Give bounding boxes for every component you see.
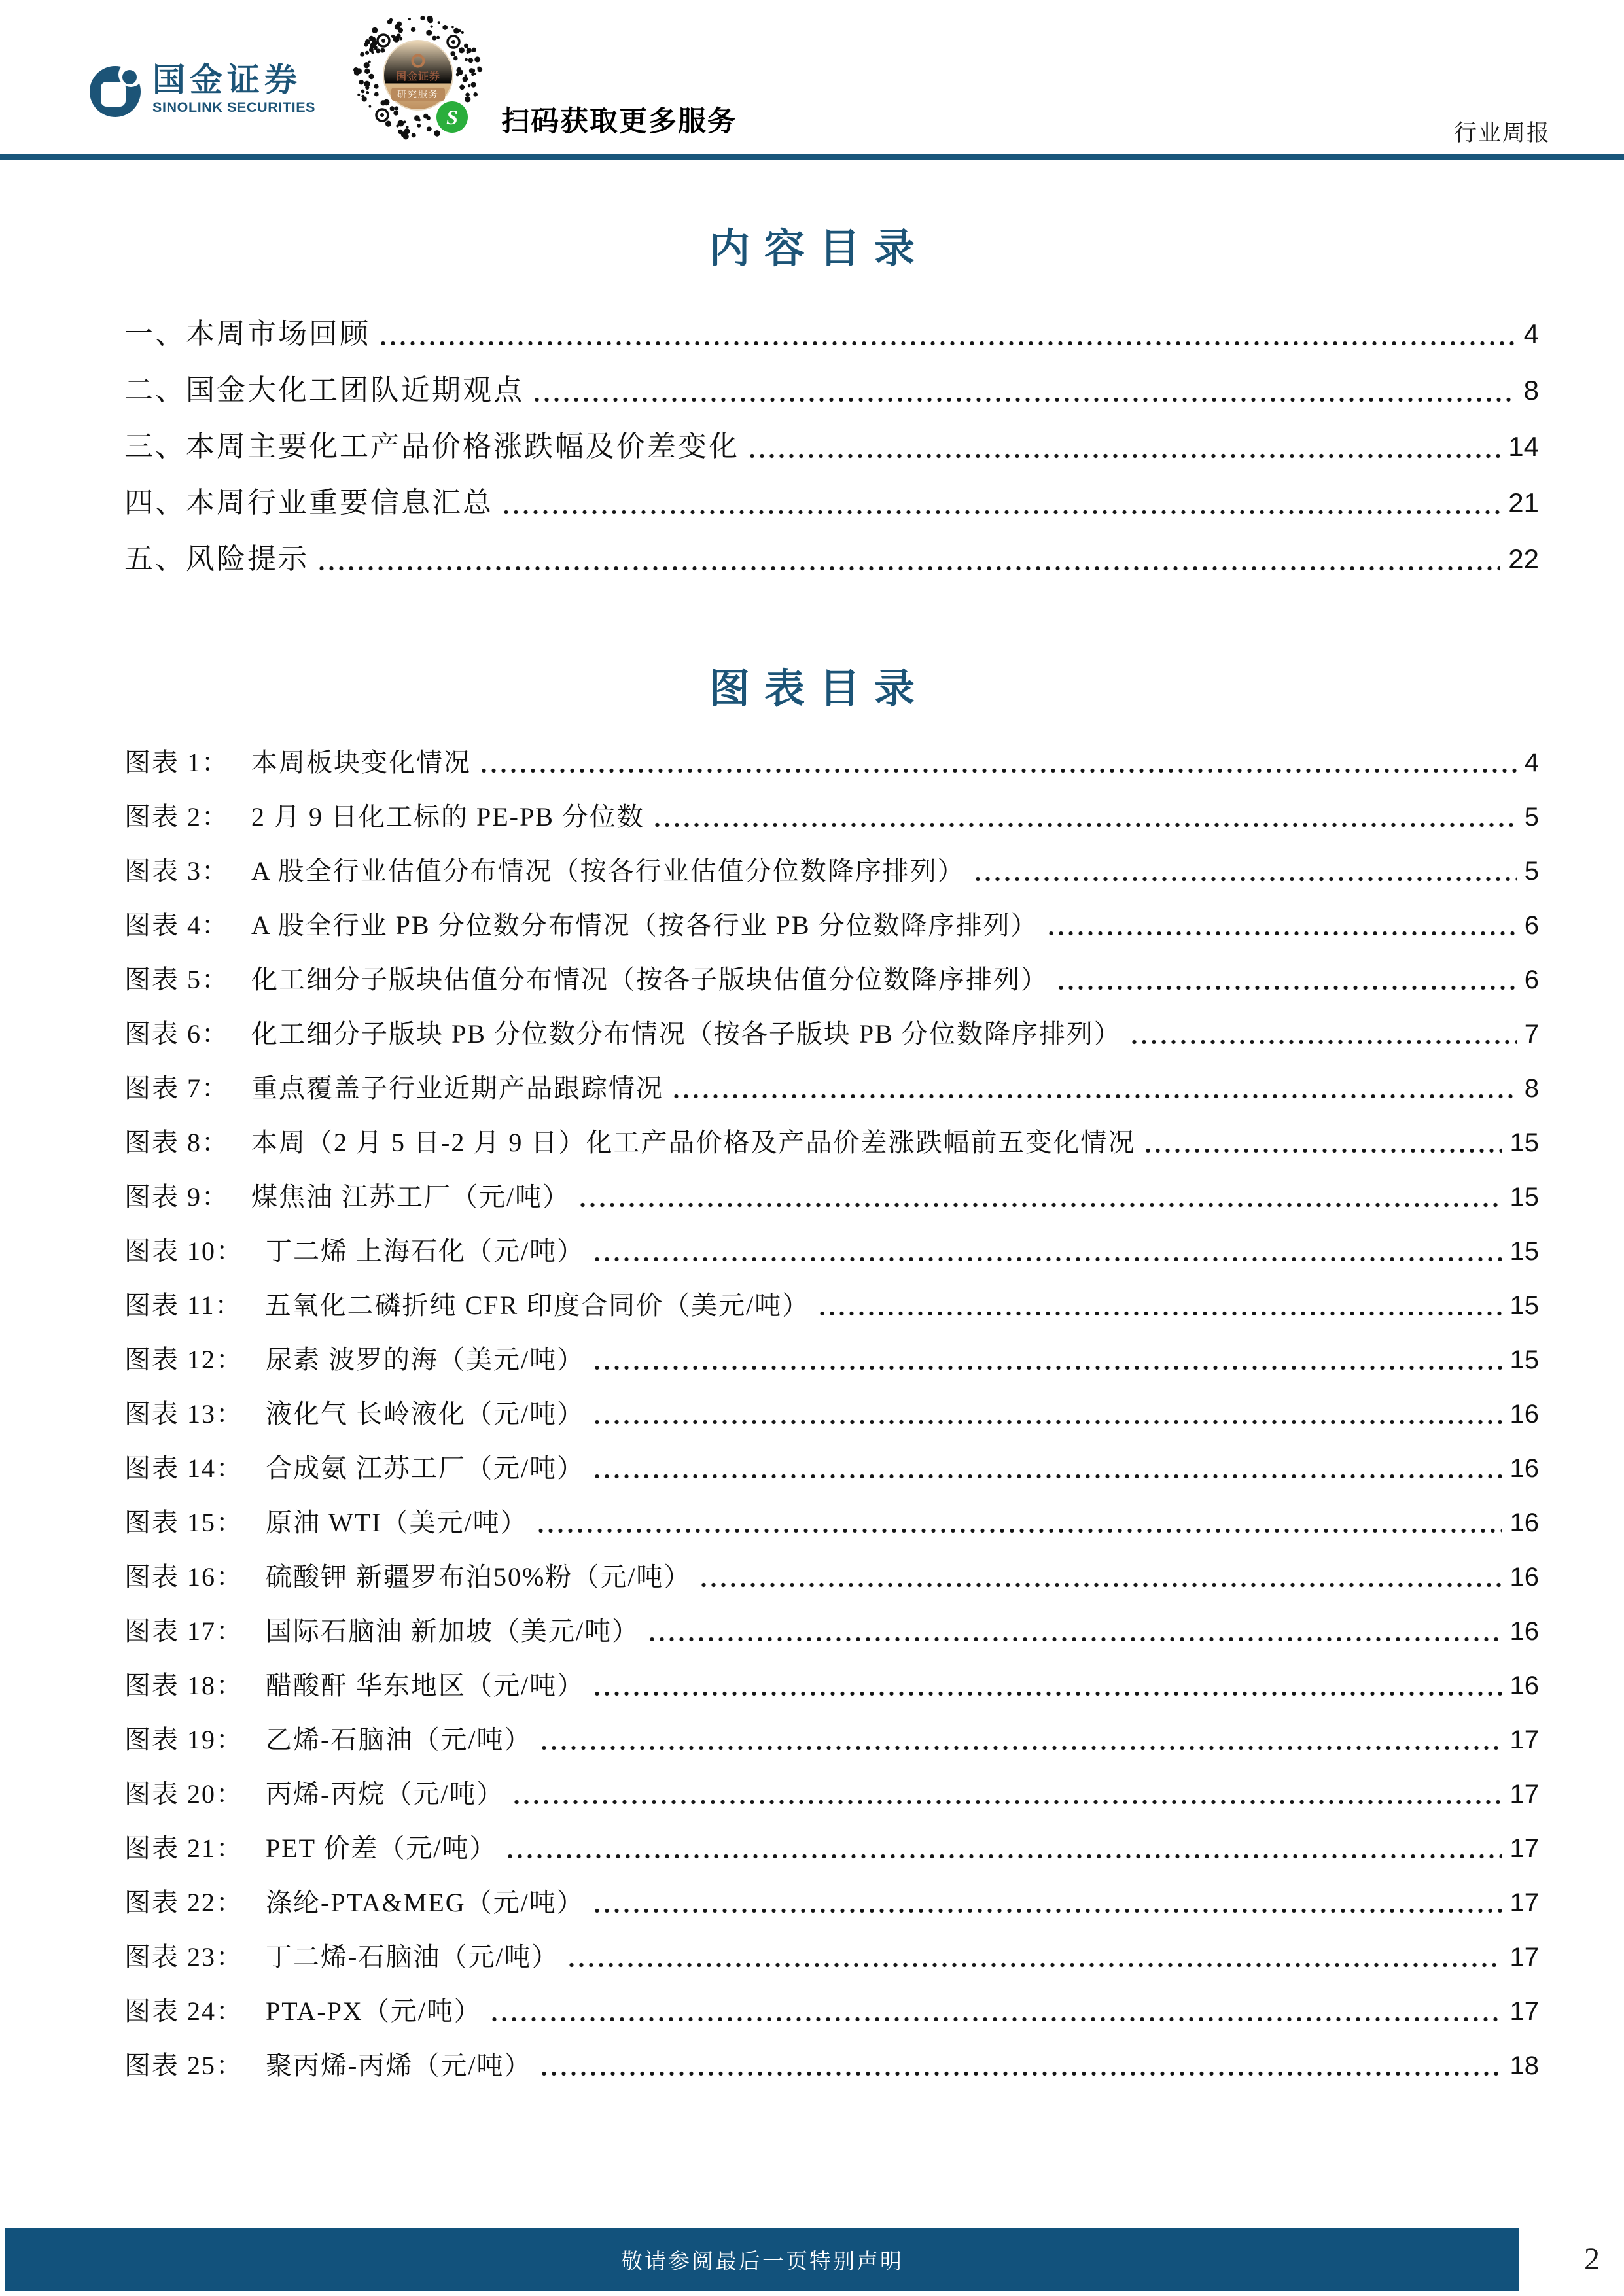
figure-entry-number[interactable]: 图表 25：: [124, 2051, 243, 2080]
figure-entry[interactable]: [124, 735, 1539, 790]
qr-medallion-brand: 国金证券: [395, 71, 441, 82]
figure-entry[interactable]: [124, 790, 1539, 844]
dot-leader: [595, 1690, 1502, 1697]
figure-entry[interactable]: [124, 1278, 1539, 1332]
dot-leader: [595, 1365, 1502, 1371]
qr-caption: 扫码获取更多服务: [501, 106, 737, 137]
figure-entry-title[interactable]: A 股全行业估值分布情况（按各行业估值分位数降序排列）: [251, 856, 965, 886]
figure-entry-number[interactable]: 图表 12：: [124, 1345, 243, 1374]
dot-leader: [542, 2070, 1502, 2077]
figure-entry-number[interactable]: 图表 3：: [124, 856, 229, 886]
figure-entry-number[interactable]: 图表 11：: [124, 1291, 243, 1320]
content-toc-list: [124, 306, 1539, 587]
dot-leader: [1049, 930, 1517, 937]
figure-entry-page[interactable]: 15: [1509, 1291, 1539, 1320]
figure-entry-page[interactable]: 16: [1509, 1400, 1539, 1429]
figure-entry-title[interactable]: PTA-PX（元/吨）: [266, 1996, 482, 2026]
figure-entry-title[interactable]: 丙烯-丙烷（元/吨）: [266, 1779, 504, 1809]
figure-entry-number[interactable]: 图表 7：: [124, 1073, 229, 1103]
figure-entry-number[interactable]: 图表 22：: [124, 1888, 243, 1917]
dot-leader: [976, 876, 1517, 882]
logo-dot: [122, 70, 137, 84]
dot-leader: [1132, 1039, 1517, 1045]
qr-medallion-caption: 研究服务: [397, 90, 439, 100]
toc-entry[interactable]: [124, 362, 1539, 419]
figure-entry-title[interactable]: 丁二烯 上海石化（元/吨）: [266, 1236, 585, 1266]
dot-leader: [542, 1745, 1502, 1751]
dot-leader: [319, 565, 1500, 572]
figure-entry-page[interactable]: 17: [1509, 1726, 1539, 1754]
figure-entry-title[interactable]: 醋酸酐 华东地区（元/吨）: [266, 1671, 585, 1700]
figure-entry[interactable]: [124, 1875, 1539, 1930]
figure-entry-title[interactable]: A 股全行业 PB 分位数分布情况（按各行业 PB 分位数降序排列）: [251, 911, 1038, 940]
toc-entry-label[interactable]: 五、风险提示: [124, 543, 309, 575]
toc-entry[interactable]: [124, 419, 1539, 475]
figure-entry-page[interactable]: 18: [1509, 2051, 1539, 2080]
figure-entry[interactable]: [124, 898, 1539, 952]
figure-entry-title[interactable]: 化工细分子版块 PB 分位数分布情况（按各子版块 PB 分位数降序排列）: [251, 1019, 1121, 1049]
content-toc-title: 内容目录: [709, 227, 929, 271]
dot-leader: [508, 1853, 1502, 1860]
figure-entry-page[interactable]: 17: [1509, 1888, 1539, 1917]
figure-entry-title[interactable]: 煤焦油 江苏工厂（元/吨）: [251, 1182, 571, 1211]
figure-entry-title[interactable]: 液化气 长岭液化（元/吨）: [266, 1399, 585, 1429]
figure-entry[interactable]: [124, 1387, 1539, 1441]
dot-leader: [569, 1962, 1502, 1968]
dot-leader: [650, 1636, 1502, 1643]
figure-entry[interactable]: [124, 1495, 1539, 1550]
figure-entry-page[interactable]: 16: [1509, 1617, 1539, 1646]
figure-entry-title[interactable]: 本周（2 月 5 日-2 月 9 日）化工产品价格及产品价差涨跌幅前五变化情况: [251, 1128, 1136, 1157]
figure-entry[interactable]: [124, 1713, 1539, 1767]
figure-entry-number[interactable]: 图表 4：: [124, 911, 229, 940]
dot-leader: [655, 822, 1517, 828]
figure-entry-title[interactable]: 聚丙烯-丙烯（元/吨）: [266, 2051, 532, 2080]
dot-leader: [538, 1527, 1502, 1534]
figure-entry-page[interactable]: 16: [1509, 1563, 1539, 1592]
figure-entry-title[interactable]: 丁二烯-石脑油（元/吨）: [266, 1942, 559, 1972]
toc-entry-page[interactable]: 8: [1523, 375, 1539, 406]
figure-entry-title[interactable]: 五氧化二磷折纯 CFR 印度合同价（美元/吨）: [264, 1291, 810, 1320]
figure-entry[interactable]: [124, 844, 1539, 898]
figure-entry-title[interactable]: 重点覆盖子行业近期产品跟踪情况: [251, 1073, 663, 1103]
figure-entry-number[interactable]: 图表 15：: [124, 1508, 243, 1537]
figure-entry-page[interactable]: 17: [1509, 1780, 1539, 1809]
figure-entry-title[interactable]: 化工细分子版块估值分布情况（按各子版块估值分位数降序排列）: [251, 965, 1048, 994]
figure-entry-number[interactable]: 图表 20：: [124, 1779, 243, 1809]
figure-entry-number[interactable]: 图表 17：: [124, 1616, 243, 1646]
figure-entry-number[interactable]: 图表 18：: [124, 1671, 243, 1700]
toc-entry[interactable]: [124, 531, 1539, 587]
figure-entry-page[interactable]: 15: [1509, 1128, 1539, 1157]
sinolink-logo: [152, 63, 315, 115]
figure-entry-page[interactable]: 15: [1509, 1183, 1539, 1211]
figure-entry-title[interactable]: 涤纶-PTA&MEG（元/吨）: [266, 1888, 584, 1917]
figure-entry[interactable]: [124, 1984, 1539, 2038]
figure-entry[interactable]: [124, 1224, 1539, 1278]
figure-entry-page[interactable]: 16: [1509, 1508, 1539, 1537]
sinolink-logo-icon: [90, 66, 141, 117]
figure-entry-title[interactable]: 原油 WTI（美元/吨）: [266, 1508, 528, 1537]
dot-leader: [1059, 984, 1517, 991]
dot-leader: [504, 509, 1500, 515]
dot-leader: [595, 1907, 1502, 1914]
figure-entry-page[interactable]: 6: [1524, 965, 1539, 994]
figure-entry-page[interactable]: 6: [1524, 911, 1539, 940]
dot-leader: [1146, 1147, 1502, 1154]
figure-entry-page[interactable]: 5: [1524, 803, 1539, 831]
footer-disclaimer: 敬请参阅最后一页特别声明: [621, 2250, 904, 2274]
toc-entry-label[interactable]: 三、本周主要化工产品价格涨跌幅及价差变化: [124, 430, 739, 462]
figure-entry-page[interactable]: 15: [1509, 1237, 1539, 1266]
figure-entry-title[interactable]: 乙烯-石脑油（元/吨）: [266, 1725, 532, 1754]
dot-leader: [514, 1799, 1502, 1805]
figure-entry[interactable]: [124, 1170, 1539, 1224]
dot-leader: [381, 340, 1516, 347]
logo-square: [101, 82, 126, 107]
figure-entry-page[interactable]: 4: [1524, 748, 1539, 777]
footer-disclaimer-bar: [5, 2228, 1519, 2291]
figure-entry[interactable]: [124, 1604, 1539, 1658]
figure-entry-number[interactable]: 图表 14：: [124, 1453, 243, 1483]
toc-entry-label[interactable]: 一、本周市场回顾: [124, 318, 370, 350]
footer-page-number: 2: [1584, 2242, 1600, 2276]
toc-entry-page[interactable]: 14: [1508, 431, 1539, 462]
figure-entry-number[interactable]: 图表 10：: [124, 1236, 243, 1266]
toc-entry-label[interactable]: 四、本周行业重要信息汇总: [124, 487, 493, 519]
dot-leader: [595, 1473, 1502, 1480]
figure-entry-title[interactable]: 国际石脑油 新加坡（美元/吨）: [266, 1616, 640, 1646]
figure-entry-number[interactable]: 图表 23：: [124, 1942, 243, 1972]
header-divider: [0, 154, 1624, 160]
figure-entry-number[interactable]: 图表 2：: [124, 802, 229, 831]
figure-entry-number[interactable]: 图表 8：: [124, 1128, 229, 1157]
figure-entry-page[interactable]: 16: [1509, 1671, 1539, 1700]
figure-entry-title[interactable]: 合成氨 江苏工厂（元/吨）: [266, 1453, 585, 1483]
figure-entry-title[interactable]: 2 月 9 日化工标的 PE-PB 分位数: [251, 802, 644, 831]
figure-entry-number[interactable]: 图表 6：: [124, 1019, 229, 1049]
figure-entry[interactable]: [124, 1658, 1539, 1713]
brand-name-cn: 国金证券: [152, 61, 302, 98]
figure-entry-number[interactable]: 图表 16：: [124, 1562, 243, 1592]
toc-entry-page[interactable]: 22: [1508, 544, 1539, 574]
dot-leader: [580, 1202, 1502, 1208]
figure-entry-page[interactable]: 17: [1509, 1943, 1539, 1972]
figure-entry[interactable]: [124, 1767, 1539, 1821]
figure-entry[interactable]: [124, 1061, 1539, 1115]
figure-entry-page[interactable]: 7: [1524, 1020, 1539, 1049]
figure-entry[interactable]: [124, 1115, 1539, 1170]
toc-entry[interactable]: [124, 475, 1539, 531]
figure-entry-number[interactable]: 图表 9：: [124, 1182, 229, 1211]
qr-code-graphic: [353, 10, 483, 140]
toc-entry[interactable]: [124, 306, 1539, 362]
qr-code: [353, 10, 483, 140]
figure-toc-list: [124, 735, 1539, 2093]
figure-entry-number[interactable]: 图表 24：: [124, 1996, 243, 2026]
figure-entry-page[interactable]: 5: [1524, 857, 1539, 886]
dot-leader: [820, 1310, 1502, 1317]
toc-entry-label[interactable]: 二、国金大化工团队近期观点: [124, 374, 524, 406]
figure-entry[interactable]: [124, 1441, 1539, 1495]
figure-toc-title: 图表目录: [709, 667, 929, 712]
figure-entry[interactable]: [124, 1821, 1539, 1875]
dot-leader: [595, 1256, 1502, 1262]
figure-entry-page[interactable]: 17: [1509, 1997, 1539, 2026]
figure-entry-page[interactable]: 8: [1524, 1074, 1539, 1103]
figure-entry-number[interactable]: 图表 1：: [124, 748, 229, 777]
dot-leader: [595, 1419, 1502, 1425]
figure-entry-title[interactable]: PET 价差（元/吨）: [266, 1834, 497, 1863]
toc-entry-page[interactable]: 21: [1508, 487, 1539, 518]
figure-entry[interactable]: [124, 1930, 1539, 1984]
figure-entry[interactable]: [124, 2038, 1539, 2093]
dot-leader: [492, 2016, 1502, 2023]
dot-leader: [535, 396, 1516, 403]
figure-entry-page[interactable]: 15: [1509, 1346, 1539, 1374]
figure-entry-title[interactable]: 尿素 波罗的海（美元/吨）: [266, 1345, 585, 1374]
dot-leader: [482, 767, 1517, 774]
brand-name-en: SINOLINK SECURITIES: [152, 99, 316, 115]
dot-leader: [701, 1582, 1502, 1588]
report-type-label: 行业周报: [1453, 120, 1551, 146]
miniprogram-icon-glyph: S: [446, 105, 458, 129]
figure-entry[interactable]: [124, 952, 1539, 1007]
figure-entry[interactable]: [124, 1007, 1539, 1061]
dot-leader: [750, 453, 1500, 459]
figure-entry[interactable]: [124, 1550, 1539, 1604]
figure-entry-page[interactable]: 17: [1509, 1834, 1539, 1863]
figure-entry-title[interactable]: 本周板块变化情况: [251, 748, 471, 777]
figure-entry-number[interactable]: 图表 13：: [124, 1399, 243, 1429]
figure-entry-number[interactable]: 图表 19：: [124, 1725, 243, 1754]
toc-entry-page[interactable]: 4: [1523, 319, 1539, 349]
figure-entry-title[interactable]: 硫酸钾 新疆罗布泊50%粉（元/吨）: [266, 1562, 692, 1592]
figure-entry-number[interactable]: 图表 5：: [124, 965, 229, 994]
figure-entry[interactable]: [124, 1332, 1539, 1387]
dot-leader: [674, 1093, 1517, 1100]
figure-entry-page[interactable]: 16: [1509, 1454, 1539, 1483]
figure-entry-number[interactable]: 图表 21：: [124, 1834, 243, 1863]
